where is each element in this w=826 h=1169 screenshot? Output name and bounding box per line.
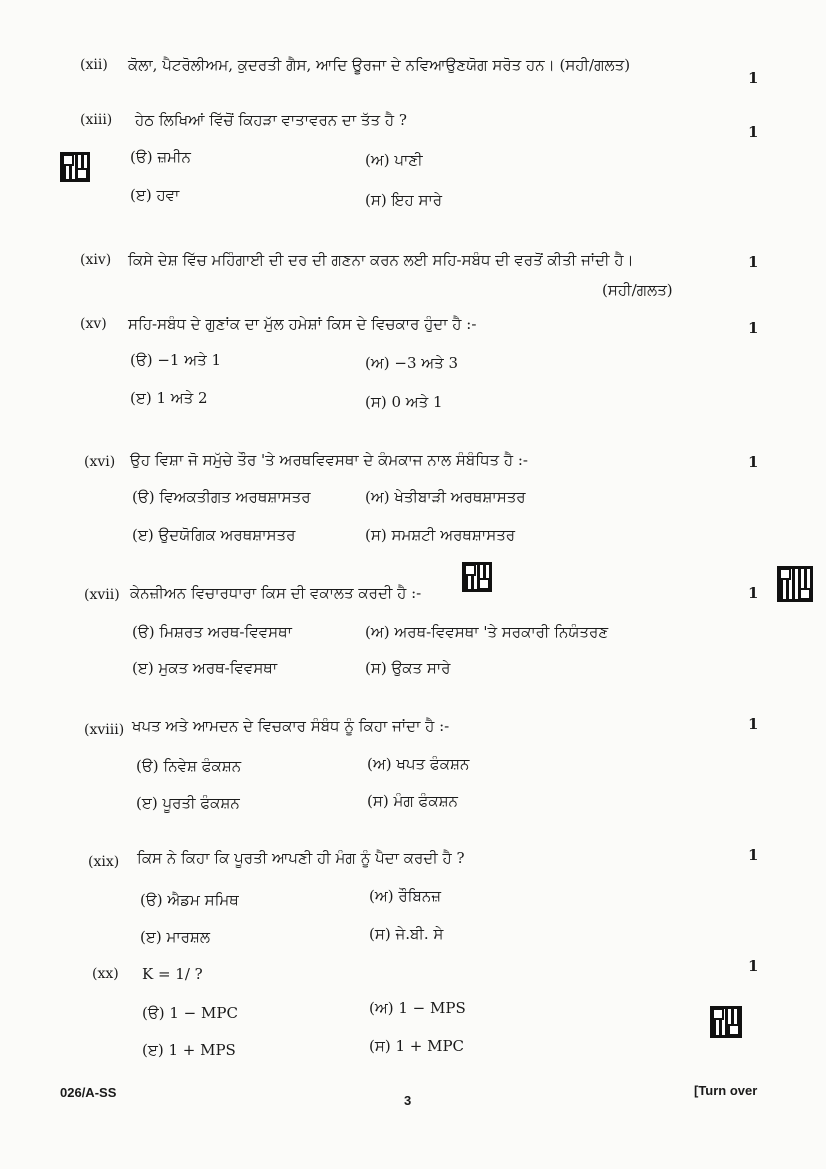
question-text: ਕੇਨਜ਼ੀਅਨ ਵਿਚਾਰਧਾਰਾ ਕਿਸ ਦੀ ਵਕਾਲਤ ਕਰਦੀ ਹੈ :-: [130, 584, 422, 602]
paper-code: 026/A-SS: [60, 1085, 117, 1100]
marks: 1: [748, 957, 759, 975]
marks: 1: [748, 453, 759, 471]
qr-code-icon: [462, 562, 492, 592]
question-number: (xvii): [84, 587, 120, 603]
question-text: ਕੋਲਾ, ਪੈਟਰੋਲੀਅਮ, ਕੁਦਰਤੀ ਗੈਸ, ਆਦਿ ਊਰਜਾ ਦੇ ਨਵਿਆਉਣਯੋਗ ਸਰੋਤ ਹਨ। (ਸਹੀ/ਗਲਤ): [128, 56, 631, 74]
option-b: (ਅ) ਖਪਤ ਫੰਕਸ਼ਨ: [367, 755, 470, 773]
question-text: ਕਿਸ ਨੇ ਕਿਹਾ ਕਿ ਪੂਰਤੀ ਆਪਣੀ ਹੀ ਮੰਗ ਨੂੰ ਪੈਦਾ ਕਰਦੀ ਹੈ ?: [137, 849, 465, 867]
option-a: (ੳ) ਜ਼ਮੀਨ: [130, 148, 191, 166]
option-d: (ਸ) ਜੇ.ਬੀ. ਸੇ: [369, 925, 444, 943]
option-c: (ੲ) 1 ਅਤੇ 2: [130, 389, 208, 407]
option-d: (ਸ) ਉਕਤ ਸਾਰੇ: [365, 659, 451, 677]
option-b: (ਅ) ਪਾਣੀ: [365, 151, 423, 169]
qr-code-icon: [710, 1006, 742, 1038]
question-number: (xvi): [84, 454, 116, 470]
option-b: (ਅ) ਖੇਤੀਬਾੜੀ ਅਰਥਸ਼ਾਸਤਰ: [365, 488, 526, 506]
qr-code-icon: [60, 152, 90, 182]
question-number: (xv): [80, 316, 107, 332]
option-a: (ੳ) ਵਿਅਕਤੀਗਤ ਅਰਥਸ਼ਾਸਤਰ: [132, 488, 311, 506]
question-text: ਕਿਸੇ ਦੇਸ਼ ਵਿੱਚ ਮਹਿੰਗਾਈ ਦੀ ਦਰ ਦੀ ਗਣਨਾ ਕਰਨ ਲਈ ਸਹਿ-ਸਬੰਧ ਦੀ ਵਰਤੋਂ ਕੀਤੀ ਜਾਂਦੀ ਹੈ।: [128, 251, 634, 269]
option-c: (ੲ) ਮੁਕਤ ਅਰਥ-ਵਿਵਸਥਾ: [132, 659, 278, 677]
marks: 1: [748, 715, 759, 733]
question-number: (xiii): [80, 112, 113, 128]
marks: 1: [748, 584, 759, 602]
marks: 1: [748, 69, 759, 87]
option-d: (ਸ) 1 + MPC: [369, 1037, 465, 1055]
marks: 1: [748, 319, 759, 337]
option-d: (ਸ) ਸਮਸ਼ਟੀ ਅਰਥਸ਼ਾਸਤਰ: [365, 526, 516, 544]
option-c: (ੲ) ਮਾਰਸ਼ਲ: [140, 928, 211, 946]
option-a: (ੳ) ਨਿਵੇਸ਼ ਫੰਕਸ਼ਨ: [136, 757, 242, 775]
option-b: (ਅ) −3 ਅਤੇ 3: [365, 354, 459, 372]
marks: 1: [748, 846, 759, 864]
question-text: ਖਪਤ ਅਤੇ ਆਮਦਨ ਦੇ ਵਿਚਕਾਰ ਸੰਬੰਧ ਨੂੰ ਕਿਹਾ ਜਾਂਦਾ ਹੈ :-: [132, 717, 450, 735]
option-c: (ੲ) ਹਵਾ: [130, 186, 180, 204]
marks: 1: [748, 253, 759, 271]
option-c: (ੲ) ਉਦਯੋਗਿਕ ਅਰਥਸ਼ਾਸਤਰ: [132, 526, 296, 544]
option-d: (ਸ) ਮੰਗ ਫੰਕਸ਼ਨ: [367, 792, 458, 810]
option-c: (ੲ) 1 + MPS: [142, 1041, 236, 1059]
option-b: (ਅ) 1 − MPS: [369, 999, 466, 1017]
option-a: (ੳ) ਐਡਮ ਸਮਿਥ: [140, 891, 239, 909]
question-text: ਹੇਠ ਲਿਖਿਆਂ ਵਿੱਚੋਂ ਕਿਹੜਾ ਵਾਤਾਵਰਨ ਦਾ ਤੱਤ ਹੈ ?: [135, 111, 407, 129]
option-c: (ੲ) ਪੂਰਤੀ ਫੰਕਸ਼ਨ: [136, 794, 240, 812]
qr-code-icon: [777, 566, 813, 602]
option-a: (ੳ) 1 − MPC: [142, 1004, 238, 1022]
option-b: (ਅ) ਰੌਬਿਨਜ਼: [369, 887, 442, 905]
option-a: (ੳ) −1 ਅਤੇ 1: [130, 351, 222, 369]
turn-over-label: [Turn over: [694, 1083, 758, 1098]
question-extra: (ਸਹੀ/ਗਲਤ): [602, 281, 673, 299]
option-d: (ਸ) ਇਹ ਸਾਰੇ: [365, 191, 443, 209]
option-b: (ਅ) ਅਰਥ-ਵਿਵਸਥਾ 'ਤੇ ਸਰਕਾਰੀ ਨਿਯੰਤਰਣ: [365, 623, 609, 641]
question-number: (xii): [80, 57, 108, 73]
question-number: (xx): [92, 966, 119, 982]
marks: 1: [748, 123, 759, 141]
page-number: 3: [404, 1093, 412, 1108]
question-number: (xiv): [80, 252, 112, 268]
option-d: (ਸ) 0 ਅਤੇ 1: [365, 393, 443, 411]
question-text: ਸਹਿ-ਸਬੰਧ ਦੇ ਗੁਣਾਂਕ ਦਾ ਮੁੱਲ ਹਮੇਸ਼ਾਂ ਕਿਸ ਦੇ ਵਿਚਕਾਰ ਹੁੰਦਾ ਹੈ :-: [128, 315, 477, 333]
question-number: (xviii): [84, 722, 125, 738]
question-number: (xix): [88, 854, 120, 870]
option-a: (ੳ) ਮਿਸ਼ਰਤ ਅਰਥ-ਵਿਵਸਥਾ: [132, 623, 292, 641]
question-text: K = 1/ ?: [142, 965, 203, 983]
question-text: ਉਹ ਵਿਸ਼ਾ ਜੋ ਸਮੁੱਚੇ ਤੌਰ 'ਤੇ ਅਰਥਵਿਵਸਥਾ ਦੇ ਕੰਮਕਾਜ ਨਾਲ ਸੰਬੰਧਿਤ ਹੈ :-: [130, 451, 528, 469]
